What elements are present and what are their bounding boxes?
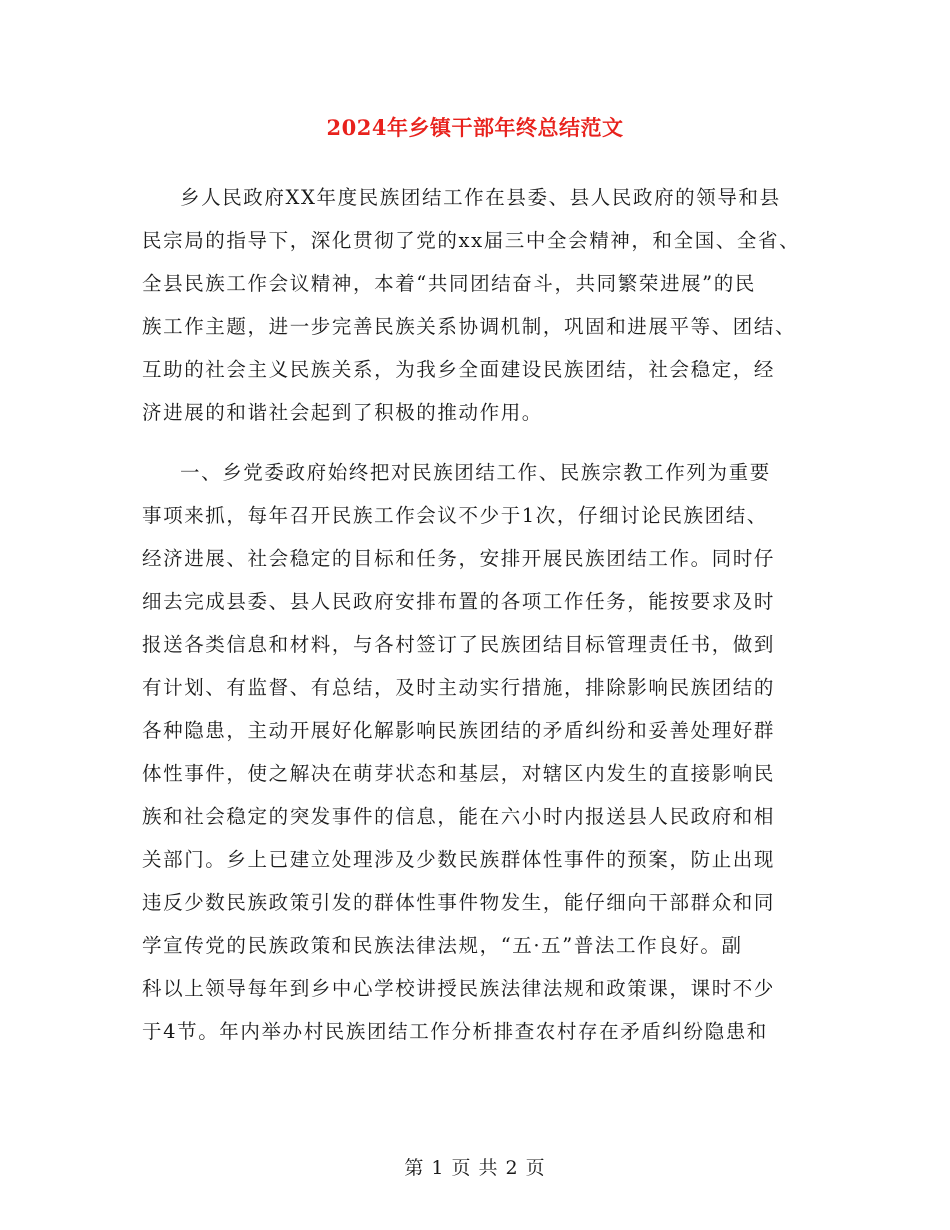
page-title: 2024年乡镇干部年终总结范文 [326, 115, 624, 140]
page-number: 第 1 页 共 2 页 [404, 1157, 546, 1179]
text-line: 事项来抓，每年召开民族工作会议不少于1次，仔细讨论民族团结、 [142, 504, 768, 527]
text-line: 报送各类信息和材料，与各村签订了民族团结目标管理责任书，做到 [142, 633, 776, 656]
text-line: 族工作主题，进一步完善民族关系协调机制，巩固和进展平等、团结、 [142, 315, 797, 338]
text-line: 民宗局的指导下，深化贯彻了党的xx届三中全会精神，和全国、全省、 [142, 229, 801, 252]
text-line: 关部门。乡上已建立处理涉及少数民族群体性事件的预案，防止出现 [142, 848, 776, 871]
text-line: 族和社会稳定的突发事件的信息，能在六小时内报送县人民政府和相 [142, 805, 776, 828]
text-line: 违反少数民族政策引发的群体性事件物发生，能仔细向干部群众和同 [142, 891, 776, 914]
text-line: 全县民族工作会议精神，本着“共同团结奋斗，共同繁荣进展”的民 [142, 272, 756, 295]
text-line: 济进展的和谐社会起到了积极的推动作用。 [142, 401, 543, 424]
text-line: 有计划、有监督、有总结，及时主动实行措施，排除影响民族团结的 [142, 676, 776, 699]
text-line: 细去完成县委、县人民政府安排布置的各项工作任务，能按要求及时 [142, 590, 776, 613]
text-line: 互助的社会主义民族关系，为我乡全面建设民族团结，社会稳定，经 [142, 358, 776, 381]
text-line: 学宣传党的民族政策和民族法律法规，“五·五”普法工作良好。副 [142, 934, 743, 957]
text-line: 乡人民政府XX年度民族团结工作在县委、县人民政府的领导和县 [180, 186, 781, 209]
text-line: 科以上领导每年到乡中心学校讲授民族法律法规和政策课，课时不少 [142, 977, 776, 1000]
text-line: 各种隐患，主动开展好化解影响民族团结的矛盾纠纷和妥善处理好群 [142, 719, 776, 742]
text-line: 一、乡党委政府始终把对民族团结工作、民族宗教工作列为重要 [180, 461, 771, 484]
text-line: 体性事件，使之解决在萌芽状态和基层，对辖区内发生的直接影响民 [142, 762, 776, 785]
text-line: 于4节。年内举办村民族团结工作分析排查农村存在矛盾纠纷隐患和 [142, 1020, 768, 1043]
text-line: 经济进展、社会稳定的目标和任务，安排开展民族团结工作。同时仔 [142, 547, 776, 570]
